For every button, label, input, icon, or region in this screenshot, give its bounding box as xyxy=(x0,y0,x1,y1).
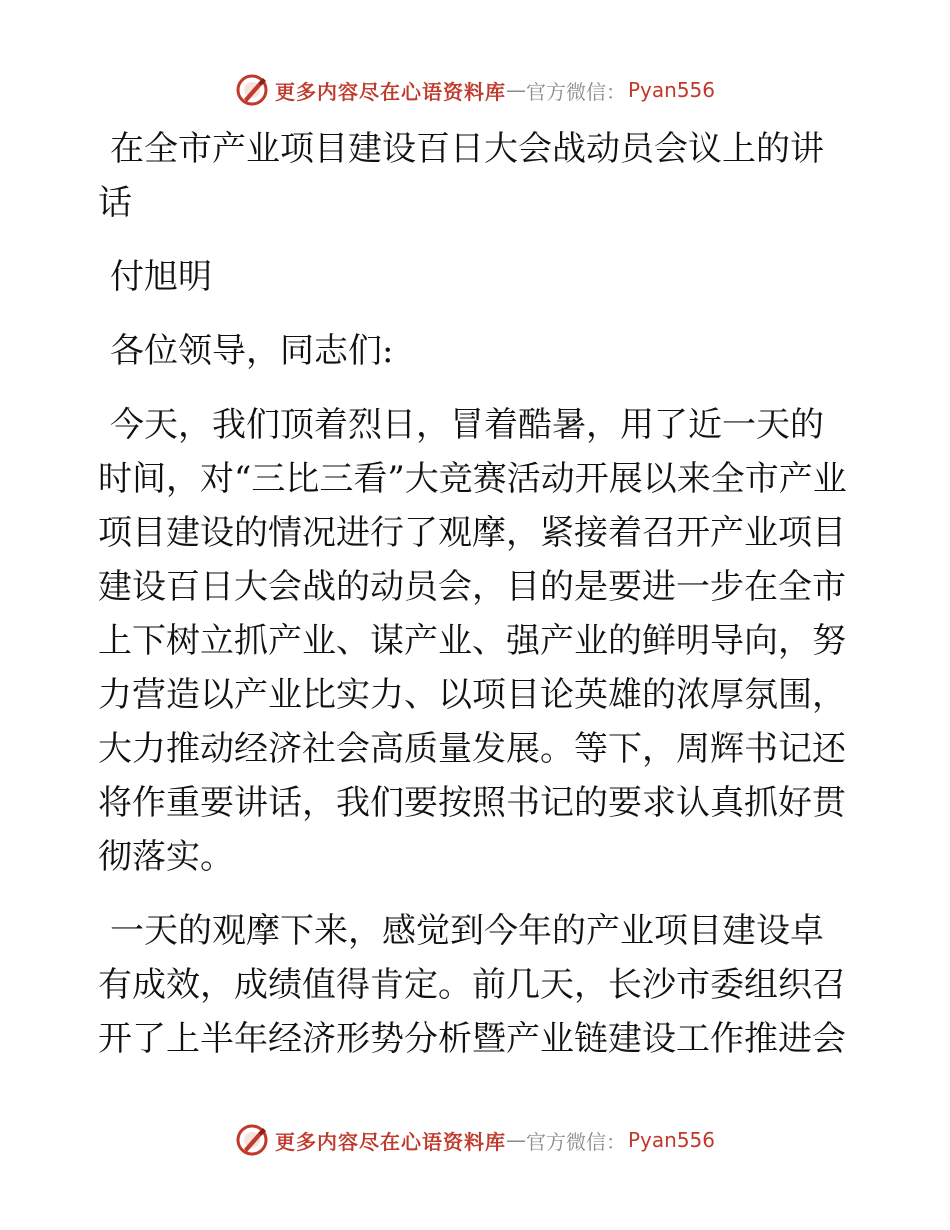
body-paragraph: 一天的观摩下来，感觉到今年的产业项目建设卓有成效，成绩值得肯定。前几天，长沙市委组织召开了上半年经济形势分析暨产业链建设工作推进会 xyxy=(98,911,846,1059)
document-author: 付旭明 xyxy=(110,257,212,297)
pen-nib-logo-icon xyxy=(235,1123,269,1157)
footer-wechat-label: 官方微信： xyxy=(525,1129,626,1154)
header-wechat-id: Pyan556 xyxy=(627,78,715,102)
document-greeting: 各位领导，同志们: xyxy=(110,331,394,371)
header-banner xyxy=(0,70,950,110)
header-wechat-label: 官方微信： xyxy=(525,79,626,104)
document-title: 在全市产业项目建设百日大会战动员会议上的讲话 xyxy=(98,129,824,223)
header-dash: — xyxy=(505,78,526,102)
footer-banner xyxy=(0,1120,950,1160)
document-body xyxy=(98,122,850,1066)
footer-brand-text: 更多内容尽在心语资料库 xyxy=(274,1129,506,1154)
body-paragraph: 今天，我们顶着烈日，冒着酷暑，用了近一天的时间，对“三比三看”大竞赛活动开展以来全市产业项目建设的情况进行了观摩，紧接着召开产业项目建设百日大会战的动员会，目的是要进一步在全市上下树立抓产业、谋产业、强产业的鲜明导向，努力营造以产业比实力、以项目论英雄的浓厚氛围，大力推动经济社会高质量发展。等下，周辉书记还将作重要讲话，我们要按照书记的要求认真抓好贯彻落实。 xyxy=(98,405,847,877)
footer-wechat-id: Pyan556 xyxy=(627,1128,715,1152)
header-brand-text: 更多内容尽在心语资料库 xyxy=(274,79,506,104)
pen-nib-logo-icon xyxy=(235,73,269,107)
footer-dash: — xyxy=(505,1128,526,1152)
